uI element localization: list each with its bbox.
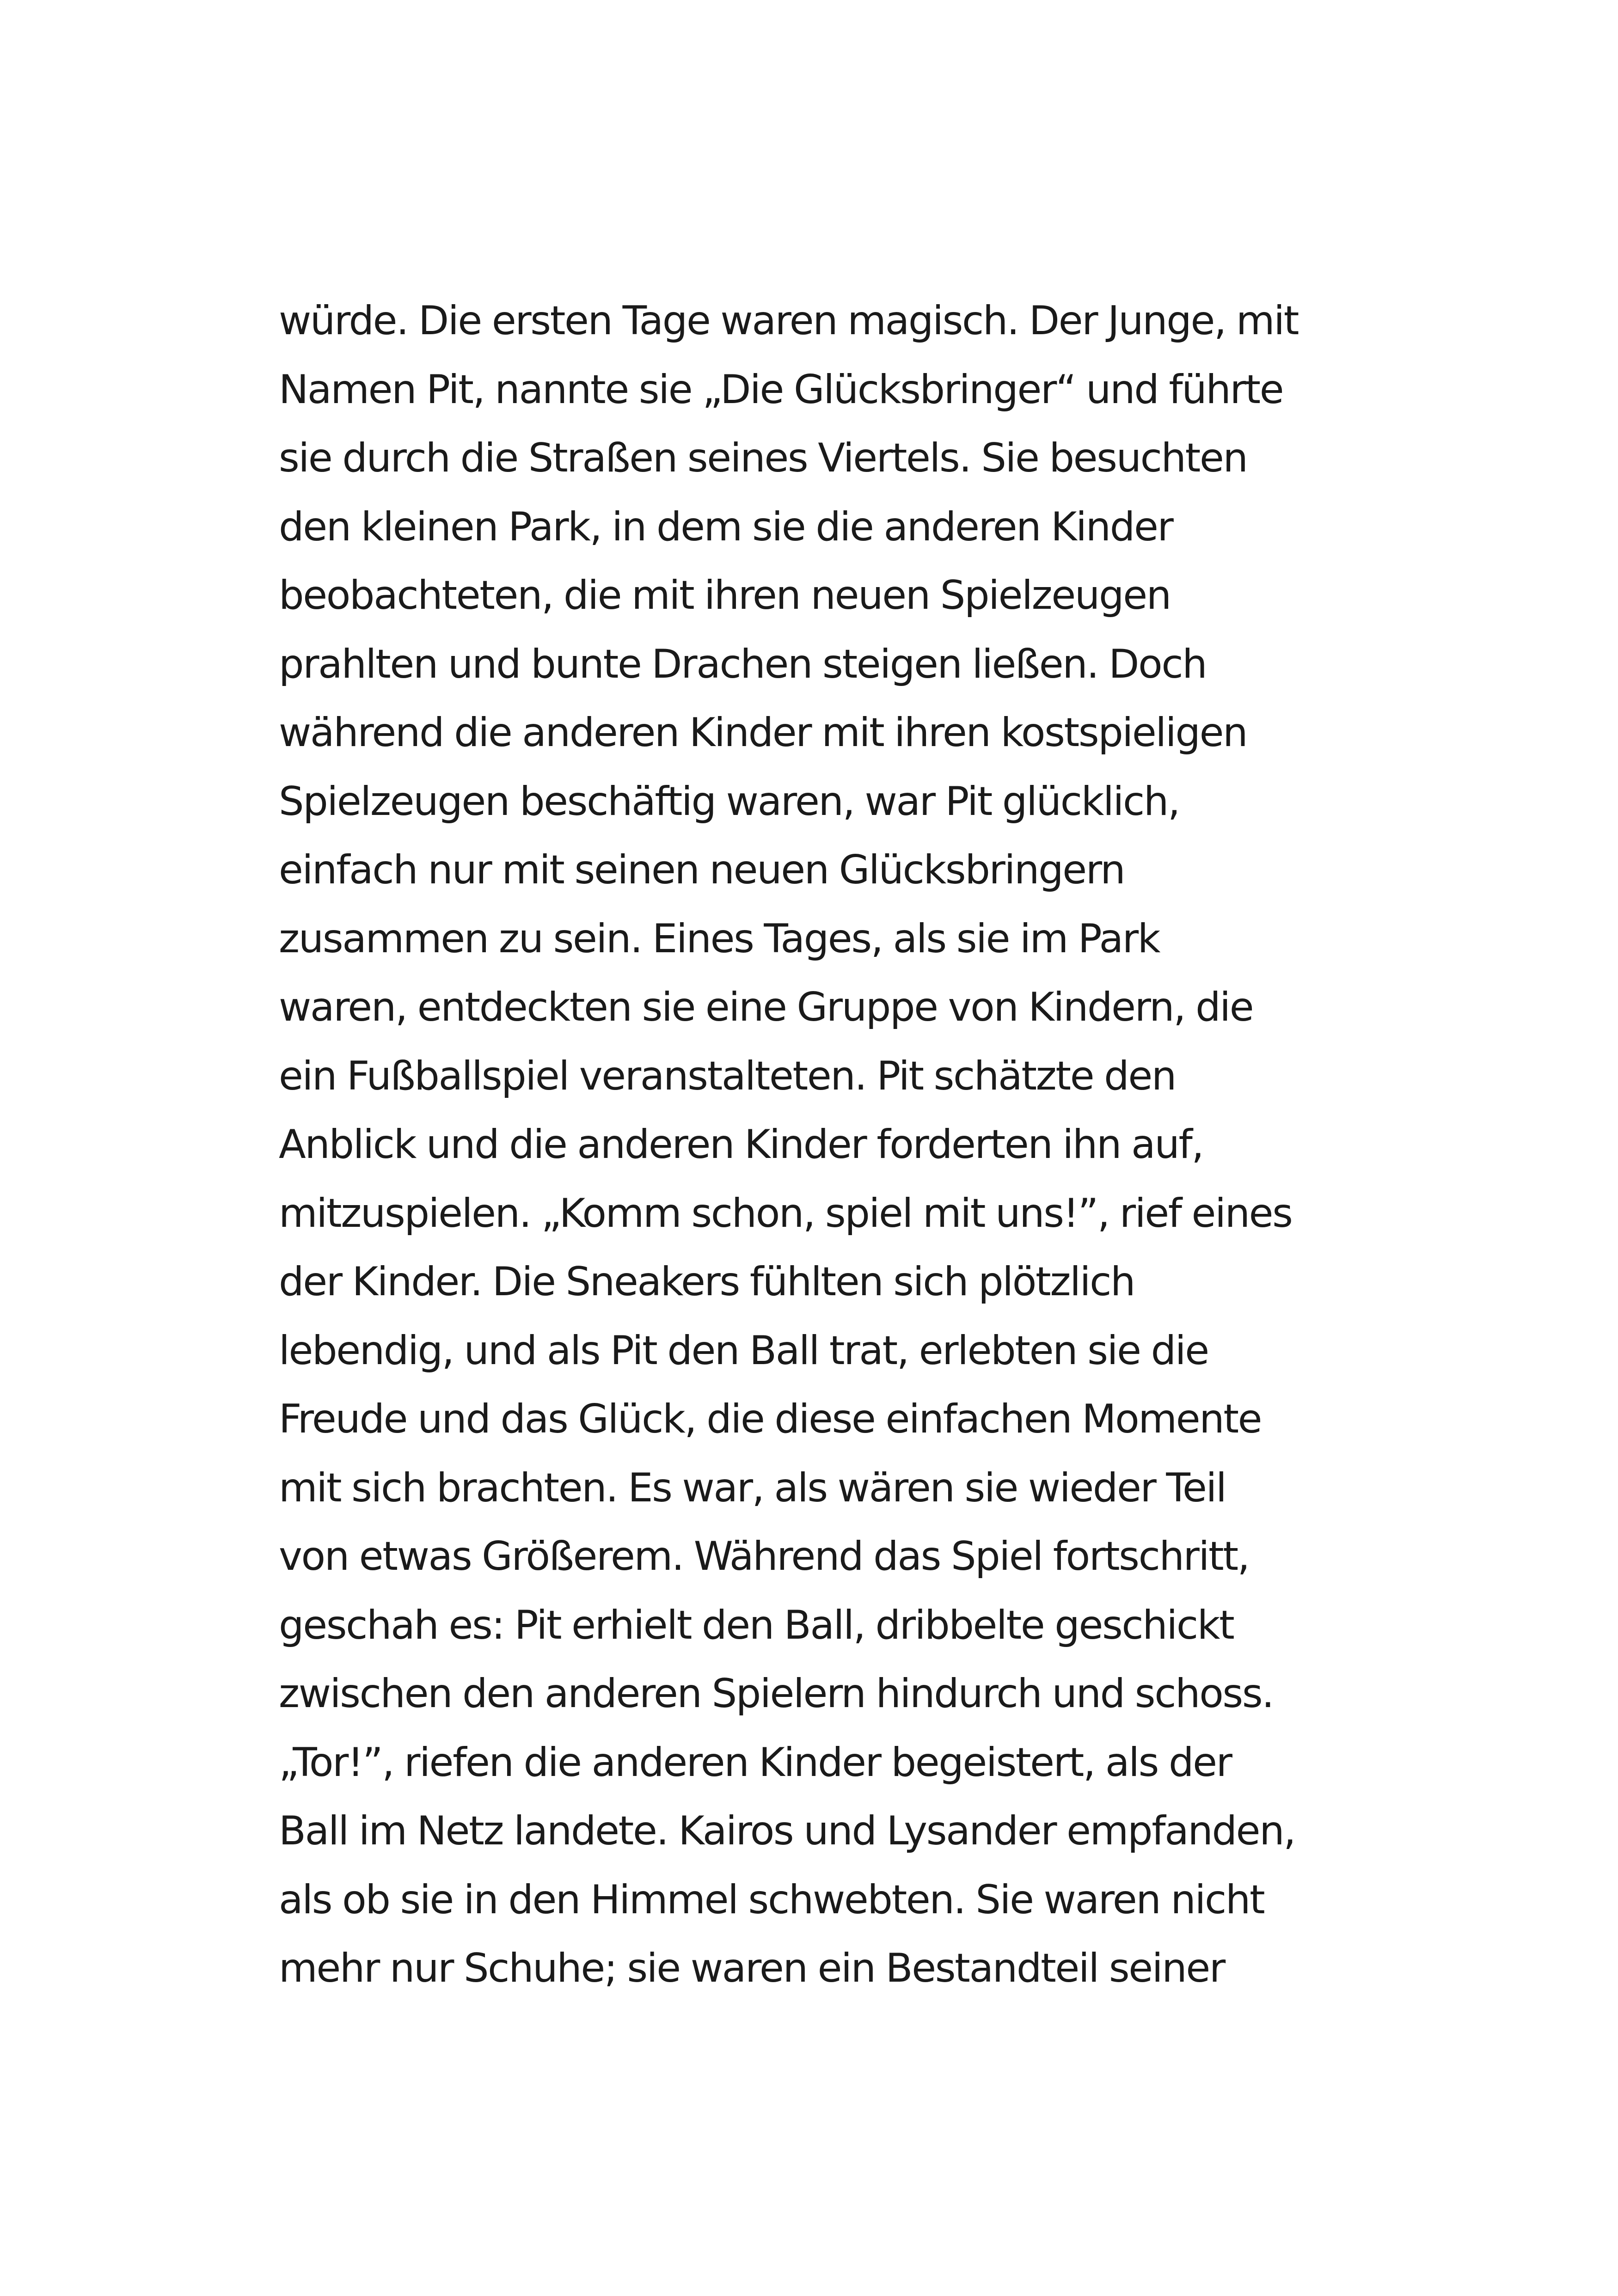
- text-line: lebendig, und als Pit den Ball trat, erlebten sie die: [279, 1327, 1208, 1374]
- text-line: geschah es: Pit erhielt den Ball, dribbelte geschickt: [279, 1602, 1234, 1648]
- text-line: „Tor!”, riefen die anderen Kinder begeistert, als der: [279, 1739, 1232, 1786]
- text-line: einfach nur mit seinen neuen Glücksbringern: [279, 847, 1125, 893]
- text-line: mehr nur Schuhe; sie waren ein Bestandteil seiner: [279, 1945, 1225, 1991]
- text-line: Anblick und die anderen Kinder forderten ihn auf,: [279, 1121, 1203, 1168]
- text-line: den kleinen Park, in dem sie die anderen Kinder: [279, 503, 1173, 550]
- text-line: Ball im Netz landete. Kairos und Lysander empfanden,: [279, 1808, 1295, 1854]
- text-line: von etwas Größerem. Während das Spiel fortschritt,: [279, 1533, 1249, 1580]
- text-line: zusammen zu sein. Eines Tages, als sie im Park: [279, 915, 1160, 962]
- text-line: würde. Die ersten Tage waren magisch. Der Junge, mit: [279, 298, 1299, 344]
- text-line: zwischen den anderen Spielern hindurch und schoss.: [279, 1671, 1274, 1717]
- text-line: während die anderen Kinder mit ihren kostspieligen: [279, 710, 1247, 756]
- text-line: prahlten und bunte Drachen steigen ließen. Doch: [279, 641, 1207, 687]
- text-line: mitzuspielen. „Komm schon, spiel mit uns!”, rief eines: [279, 1190, 1292, 1237]
- text-line: der Kinder. Die Sneakers fühlten sich plötzlich: [279, 1259, 1135, 1305]
- body-text: [279, 287, 1388, 2003]
- text-line: ein Fußballspiel veranstalteten. Pit schätzte den: [279, 1053, 1176, 1099]
- text-line: mit sich brachten. Es war, als wären sie wieder Teil: [279, 1464, 1226, 1511]
- text-line: Spielzeugen beschäftig waren, war Pit glücklich,: [279, 778, 1179, 825]
- text-line: als ob sie in den Himmel schwebten. Sie waren nicht: [279, 1876, 1264, 1923]
- text-line: Namen Pit, nannte sie „Die Glücksbringer“ und führte: [279, 366, 1283, 413]
- text-line: Freude und das Glück, die diese einfachen Momente: [279, 1396, 1262, 1442]
- text-line: waren, entdeckten sie eine Gruppe von Kindern, die: [279, 984, 1253, 1030]
- text-line: sie durch die Straßen seines Viertels. Sie besuchten: [279, 435, 1247, 481]
- text-line: beobachteten, die mit ihren neuen Spielzeugen: [279, 572, 1171, 618]
